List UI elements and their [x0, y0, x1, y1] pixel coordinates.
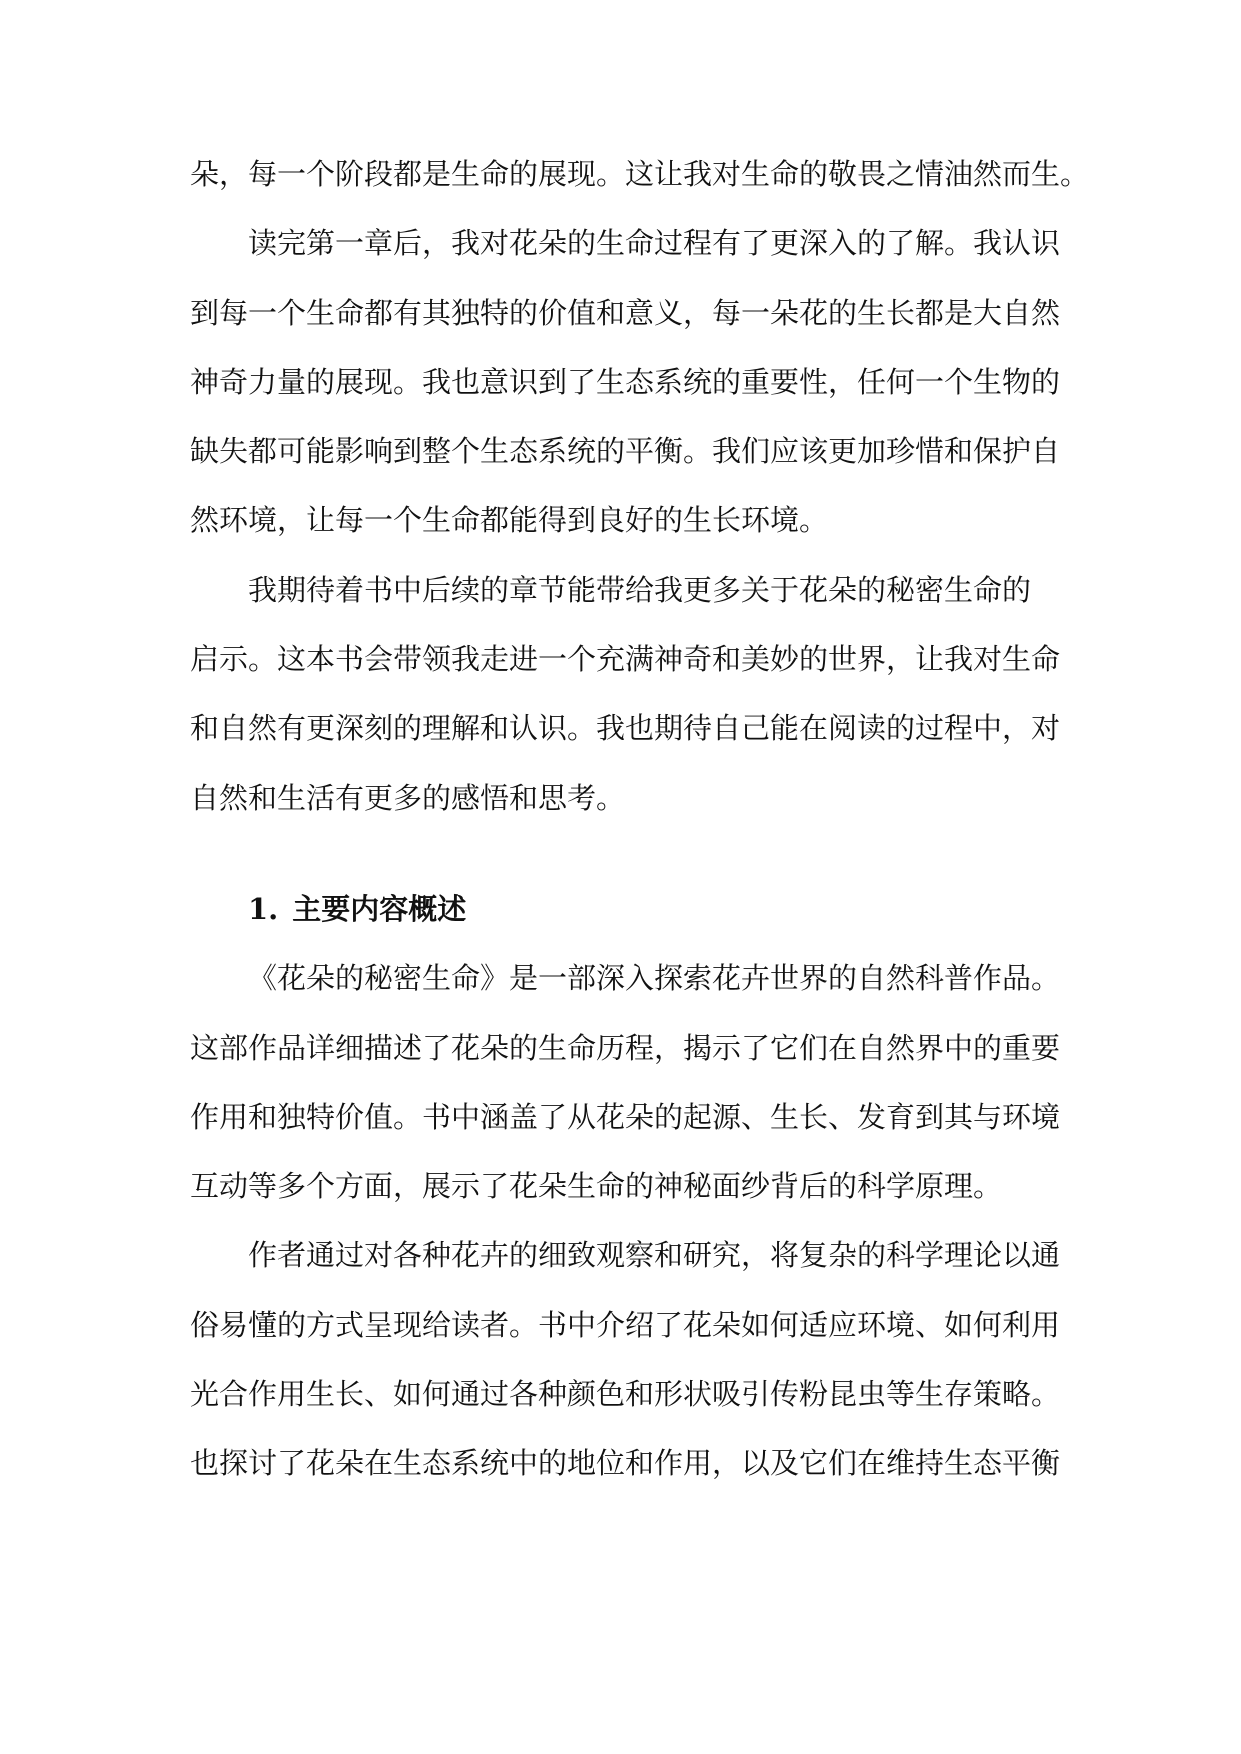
text-line: 朵，每一个阶段都是生命的展现。这让我对生命的敬畏之情油然而生。: [190, 157, 1090, 191]
text-line: 到每一个生命都有其独特的价值和意义，每一朵花的生长都是大自然: [190, 295, 1061, 330]
text-line: 这部作品详细描述了花朵的生命历程，揭示了它们在自然界中的重要: [190, 1030, 1061, 1065]
section-heading: [190, 875, 1060, 944]
text-line: 俗易懂的方式呈现给读者。书中介绍了花朵如何适应环境、如何利用: [190, 1307, 1061, 1342]
text-line: 和自然有更深刻的理解和认识。我也期待自己能在阅读的过程中，对: [190, 711, 1061, 746]
text-line: 读完第一章后，我对花朵的生命过程有了更深入的了解。我认识: [248, 226, 1061, 261]
text-line: 《花朵的秘密生命》是一部深入探索花卉世界的自然科普作品。: [248, 961, 1061, 996]
section-title: 主要内容概述: [292, 891, 467, 926]
paragraph-2: [190, 209, 1060, 555]
text-line: 互动等多个方面，展示了花朵生命的神秘面纱背后的科学原理。: [190, 1169, 1003, 1204]
document-body: [190, 140, 1090, 1499]
paragraph-3: [190, 556, 1060, 833]
text-line: 光合作用生长、如何通过各种颜色和形状吸引传粉昆虫等生存策略。: [190, 1377, 1061, 1412]
text-line: 作用和独特价值。书中涵盖了从花朵的起源、生长、发育到其与环境: [190, 1099, 1061, 1134]
text-line: 自然和生活有更多的感悟和思考。: [190, 780, 626, 815]
text-line: 然环境，让每一个生命都能得到良好的生长环境。: [190, 503, 829, 538]
text-line: 作者通过对各种花卉的细致观察和研究，将复杂的科学理论以通: [248, 1238, 1061, 1273]
text-line: 缺失都可能影响到整个生态系统的平衡。我们应该更加珍惜和保护自: [190, 434, 1061, 469]
paragraph-1: [190, 140, 1090, 209]
text-line: 我期待着书中后续的章节能带给我更多关于花朵的秘密生命的: [248, 572, 1032, 607]
section-number: 1.: [248, 891, 279, 926]
text-line: 神奇力量的展现。我也意识到了生态系统的重要性，任何一个生物的: [190, 364, 1061, 399]
text-line: 启示。这本书会带领我走进一个充满神奇和美妙的世界，让我对生命: [190, 642, 1061, 677]
text-line: 也探讨了花朵在生态系统中的地位和作用，以及它们在维持生态平衡: [190, 1446, 1061, 1481]
paragraph-5: [190, 1221, 1060, 1498]
paragraph-4: [190, 944, 1060, 1221]
